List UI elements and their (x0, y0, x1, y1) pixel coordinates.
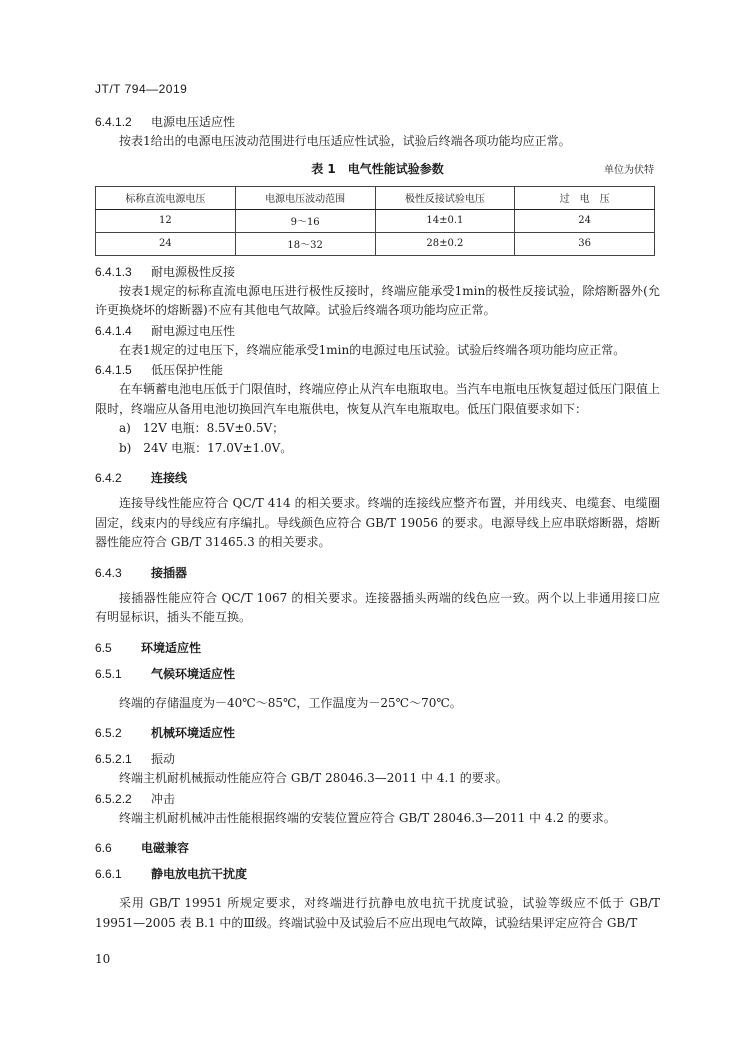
section-title: 机械环境适应性 (151, 726, 236, 740)
section-heading-6-5-2-1 (95, 749, 660, 769)
section-heading-6-4-1-4 (95, 321, 660, 341)
section-title: 冲击 (151, 791, 176, 806)
section-number: 6.4.1.3 (95, 264, 132, 279)
section-title: 耐电源极性反接 (151, 264, 236, 279)
table-title: 表 1 电气性能试验参数 (311, 161, 444, 176)
table-cell: 24 (96, 232, 236, 255)
section-heading-6-4-1-3 (95, 262, 660, 282)
section-title: 振动 (151, 752, 176, 766)
table-row (96, 232, 655, 255)
section-title: 电源电压适应性 (151, 115, 236, 129)
paragraph: 接插器性能应符合 QC/T 1067 的相关要求。连接器插头两端的线色应一致。两个以上非通用接口应有明显标识，插头不能互换。 (95, 590, 660, 624)
table-cell: 18～32 (235, 232, 375, 255)
column-header: 极性反接试验电压 (375, 186, 515, 209)
paragraph: 连接导线性能应符合 QC/T 414 的相关要求。终端的连接线应整齐布置，并用线夹、电缆套、电缆圈固定，线束内的导线应有序编扎。导线颜色应符合 GB/T 19056 的要求。电源导线上应串联熔断器，熔断器性能应符合 GB/T 31465.3 的相关要求。 (95, 496, 660, 549)
section-heading-6-6 (95, 838, 660, 858)
section-heading-6-5-2 (95, 723, 660, 743)
section-heading-6-5 (95, 638, 660, 658)
table-cell: 28±0.2 (375, 232, 515, 255)
section-number: 6.6.1 (95, 867, 122, 881)
table-cell: 9～16 (235, 209, 375, 232)
table-row (96, 209, 655, 232)
list-item: b) 24V 电瓶：17.0V±1.0V。 (119, 440, 293, 455)
section-number: 6.4.3 (95, 565, 122, 580)
section-heading-6-5-1 (95, 664, 660, 684)
paragraph: 终端主机耐机械冲击性能根据终端的安装位置应符合 GB/T 28046.3—2011 中 4.2 的要求。 (119, 810, 616, 825)
section-number: 6.4.2 (95, 471, 122, 485)
column-header: 电源电压波动范围 (235, 186, 375, 209)
paragraph: 按表1给出的电源电压波动范围进行电压适应性试验，试验后终端各项功能均应正常。 (119, 134, 571, 148)
standard-code-header: JT/T 794—2019 (95, 82, 188, 96)
section-heading-6-4-2 (95, 468, 660, 488)
section-title: 连接线 (151, 471, 188, 485)
section-title: 接插器 (151, 565, 188, 580)
section-number: 6.4.1.2 (95, 115, 132, 129)
paragraph: 采用 GB/T 19951 所规定要求，对终端进行抗静电放电抗干扰度试验，试验等级应不低于 GB/T 19951—2005 表 B.1 中的Ⅲ级。终端试验中及试验后不应出现电气故障，试验结果评定应符合 GB/T (95, 896, 660, 930)
section-number: 6.6 (95, 841, 112, 855)
table-header-row (96, 186, 655, 209)
section-number: 6.5.2 (95, 726, 122, 740)
column-header: 标称直流电源电压 (96, 186, 236, 209)
section-title: 电磁兼容 (141, 841, 190, 855)
column-header: 过 电 压 (515, 186, 655, 209)
section-heading-6-6-1 (95, 864, 660, 884)
section-title: 耐电源过电压性 (151, 323, 236, 338)
paragraph: 终端的存储温度为－40℃～85℃，工作温度为－25℃～70℃。 (119, 695, 462, 710)
table-cell: 24 (515, 209, 655, 232)
table-caption-row (95, 156, 660, 182)
section-number: 6.5.1 (95, 666, 122, 681)
section-heading-6-4-3 (95, 563, 660, 583)
list-item: a) 12V 电瓶：8.5V±0.5V； (119, 421, 285, 435)
paragraph: 终端主机耐机械振动性能应符合 GB/T 28046.3—2011 中 4.1 的要求。 (119, 771, 508, 785)
section-heading-6-4-1-5 (95, 360, 660, 380)
section-number: 6.5.2.1 (95, 752, 132, 766)
document-body (95, 112, 660, 933)
paragraph: 按表1规定的标称直流电源电压进行极性反接时，终端应能承受1min的极性反接试验，除熔断器外(允许更换烧坏的熔断器)不应有其他电气故障。试验后终端各项功能均应正常。 (95, 283, 660, 317)
section-title: 静电放电抗干扰度 (151, 867, 248, 881)
section-title: 低压保护性能 (151, 363, 224, 377)
table-unit-note: 单位为伏特 (604, 164, 654, 176)
page-number: 10 (95, 952, 111, 966)
table-cell: 12 (96, 209, 236, 232)
table-cell: 36 (515, 232, 655, 255)
table-cell: 14±0.1 (375, 209, 515, 232)
paragraph: 在车辆蓄电池电压低于门限值时，终端应停止从汽车电瓶取电。当汽车电瓶电压恢复超过低压门限值上限时，终端应从备用电池切换回汽车电瓶供电，恢复从汽车电瓶取电。低压门限值要求如下： (95, 382, 660, 416)
section-number: 6.4.1.4 (95, 323, 132, 338)
section-heading-6-5-2-2 (95, 789, 660, 809)
paragraph: 在表1规定的过电压下，终端应能承受1min的电源过电压试验。试验后终端各项功能均应正常。 (119, 342, 626, 357)
section-number: 6.4.1.5 (95, 363, 132, 377)
electrical-parameters-table (95, 186, 655, 256)
section-number: 6.5 (95, 640, 112, 655)
section-number: 6.5.2.2 (95, 791, 132, 806)
section-title: 环境适应性 (141, 640, 202, 655)
section-title: 气候环境适应性 (151, 666, 236, 681)
section-heading-6-4-1-2 (95, 112, 660, 132)
